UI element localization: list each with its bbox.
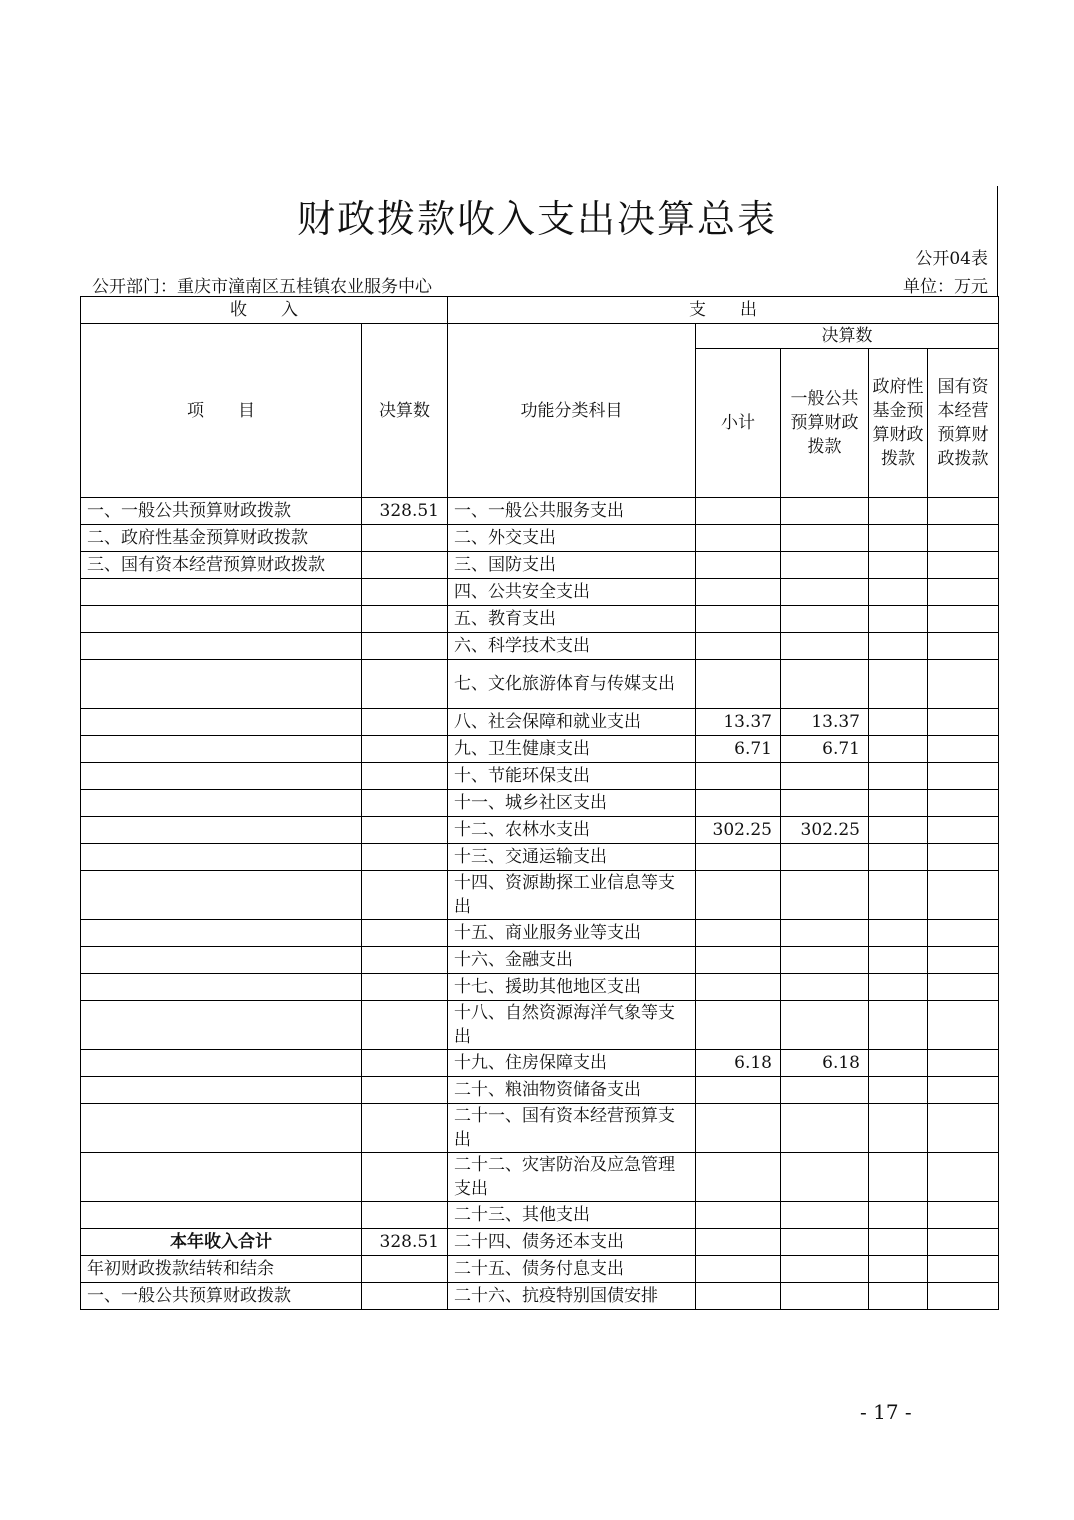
- state-capital-cell: [928, 633, 999, 660]
- state-capital-cell: [928, 1001, 999, 1050]
- income-amount-cell: [362, 525, 448, 552]
- state-capital-cell: [928, 1256, 999, 1283]
- income-amount-cell: [362, 660, 448, 709]
- general-budget-cell: [781, 844, 869, 871]
- general-budget-cell: [781, 763, 869, 790]
- table-row: [81, 1202, 999, 1229]
- table-row: [81, 920, 999, 947]
- general-budget-cell: [781, 1229, 869, 1256]
- expense-cell: 一、一般公共服务支出: [448, 498, 696, 525]
- expense-cell: 十六、金融支出: [448, 947, 696, 974]
- income-amount-cell: [362, 871, 448, 920]
- page-title: 财政拨款收入支出决算总表: [296, 197, 777, 241]
- subtotal-cell: [696, 633, 781, 660]
- fund-budget-cell: [869, 763, 928, 790]
- fund-budget-cell: [869, 633, 928, 660]
- general-budget-cell: [781, 1283, 869, 1310]
- fund-budget-cell: [869, 947, 928, 974]
- table-row: [81, 579, 999, 606]
- fund-budget-cell: [869, 525, 928, 552]
- subtotal-cell: 6.18: [696, 1050, 781, 1077]
- income-amount-cell: [362, 736, 448, 763]
- table-row: [81, 947, 999, 974]
- state-capital-cell: [928, 579, 999, 606]
- state-capital-cell: [928, 974, 999, 1001]
- state-capital-cell: [928, 525, 999, 552]
- subtotal-cell: 6.71: [696, 736, 781, 763]
- function-header: 功能分类科目: [448, 324, 696, 498]
- fund-budget-cell: [869, 1104, 928, 1153]
- table-row: [81, 606, 999, 633]
- expense-cell: 六、科学技术支出: [448, 633, 696, 660]
- table-row: [81, 552, 999, 579]
- state-capital-cell: [928, 844, 999, 871]
- final-amount-header: 决算数: [696, 324, 999, 349]
- fund-budget-cell: [869, 1077, 928, 1104]
- income-cell: 一、一般公共预算财政拨款: [81, 1283, 362, 1310]
- income-amount-cell: [362, 1153, 448, 1202]
- state-capital-cell: [928, 1153, 999, 1202]
- expense-cell: 二、外交支出: [448, 525, 696, 552]
- subtotal-cell: [696, 1153, 781, 1202]
- income-cell: [81, 947, 362, 974]
- fund-budget-cell: [869, 1001, 928, 1050]
- expense-cell: 七、文化旅游体育与传媒支出: [448, 660, 696, 709]
- subtotal-cell: [696, 579, 781, 606]
- fund-budget-header: 政府性基金预算财政拨款: [869, 349, 928, 498]
- state-capital-cell: [928, 817, 999, 844]
- header-row-1: [81, 297, 999, 324]
- general-budget-cell: [781, 1256, 869, 1283]
- table-row: [81, 1001, 999, 1050]
- fund-budget-cell: [869, 817, 928, 844]
- fund-budget-cell: [869, 1153, 928, 1202]
- income-cell: [81, 1077, 362, 1104]
- table-row: [81, 736, 999, 763]
- fund-budget-cell: [869, 498, 928, 525]
- state-capital-cell: [928, 1104, 999, 1153]
- final-accounts-table: [80, 296, 999, 1310]
- table-row: [81, 633, 999, 660]
- income-amount-cell: [362, 709, 448, 736]
- income-cell: [81, 790, 362, 817]
- income-cell: [81, 1001, 362, 1050]
- state-capital-cell: [928, 790, 999, 817]
- income-cell: [81, 606, 362, 633]
- income-cell: [81, 633, 362, 660]
- table-row: [81, 660, 999, 709]
- income-cell: 年初财政拨款结转和结余: [81, 1256, 362, 1283]
- income-amount-cell: [362, 552, 448, 579]
- expense-cell: 九、卫生健康支出: [448, 736, 696, 763]
- fund-budget-cell: [869, 606, 928, 633]
- general-budget-cell: [781, 871, 869, 920]
- table-row: [81, 498, 999, 525]
- expense-cell: 十三、交通运输支出: [448, 844, 696, 871]
- fund-budget-cell: [869, 871, 928, 920]
- general-budget-cell: [781, 974, 869, 1001]
- income-cell: [81, 763, 362, 790]
- expense-cell: 二十一、国有资本经营预算支出: [448, 1104, 696, 1153]
- table-row: [81, 1256, 999, 1283]
- income-amount-cell: [362, 790, 448, 817]
- general-budget-cell: [781, 947, 869, 974]
- fund-budget-cell: [869, 790, 928, 817]
- table-row: [81, 1077, 999, 1104]
- income-amount-cell: [362, 844, 448, 871]
- general-budget-cell: [781, 1001, 869, 1050]
- expense-cell: 十四、资源勘探工业信息等支出: [448, 871, 696, 920]
- income-cell: [81, 1104, 362, 1153]
- income-cell: 本年收入合计: [81, 1229, 362, 1256]
- general-budget-cell: [781, 525, 869, 552]
- income-amount-cell: [362, 974, 448, 1001]
- state-capital-cell: [928, 660, 999, 709]
- income-amount-cell: [362, 817, 448, 844]
- general-budget-cell: [781, 498, 869, 525]
- income-cell: [81, 736, 362, 763]
- subtotal-cell: [696, 606, 781, 633]
- income-amount-cell: 328.51: [362, 1229, 448, 1256]
- subtotal-cell: [696, 1077, 781, 1104]
- expense-cell: 十九、住房保障支出: [448, 1050, 696, 1077]
- general-budget-cell: 13.37: [781, 709, 869, 736]
- state-capital-cell: [928, 1050, 999, 1077]
- subtotal-cell: [696, 871, 781, 920]
- fund-budget-cell: [869, 660, 928, 709]
- expense-cell: 二十三、其他支出: [448, 1202, 696, 1229]
- unit-label: 单位：万元: [903, 277, 988, 297]
- income-amount-cell: [362, 1050, 448, 1077]
- expense-cell: 十、节能环保支出: [448, 763, 696, 790]
- subtotal-cell: [696, 1283, 781, 1310]
- expense-cell: 三、国防支出: [448, 552, 696, 579]
- subtotal-cell: [696, 552, 781, 579]
- table-row: [81, 1050, 999, 1077]
- income-header: 收 入: [81, 297, 448, 324]
- state-capital-cell: [928, 552, 999, 579]
- page-number: - 17 -: [860, 1400, 912, 1424]
- fund-budget-cell: [869, 1202, 928, 1229]
- table-row: [81, 709, 999, 736]
- income-amount-cell: [362, 763, 448, 790]
- general-budget-cell: [781, 579, 869, 606]
- income-amount-cell: [362, 1001, 448, 1050]
- amount-header: 决算数: [362, 324, 448, 498]
- general-budget-cell: [781, 1104, 869, 1153]
- subtotal-cell: [696, 498, 781, 525]
- state-capital-cell: [928, 920, 999, 947]
- fund-budget-cell: [869, 920, 928, 947]
- fund-budget-cell: [869, 1229, 928, 1256]
- fund-budget-cell: [869, 844, 928, 871]
- income-cell: [81, 844, 362, 871]
- income-amount-cell: [362, 947, 448, 974]
- general-budget-cell: [781, 552, 869, 579]
- fund-budget-cell: [869, 579, 928, 606]
- subtotal-cell: 13.37: [696, 709, 781, 736]
- state-capital-cell: [928, 871, 999, 920]
- general-budget-cell: [781, 1153, 869, 1202]
- subtotal-cell: [696, 1104, 781, 1153]
- subtotal-cell: [696, 974, 781, 1001]
- income-amount-cell: [362, 1202, 448, 1229]
- expense-cell: 二十、粮油物资储备支出: [448, 1077, 696, 1104]
- general-budget-cell: [781, 1077, 869, 1104]
- income-cell: [81, 709, 362, 736]
- state-capital-cell: [928, 947, 999, 974]
- fund-budget-cell: [869, 1283, 928, 1310]
- subtotal-cell: [696, 1256, 781, 1283]
- income-cell: 二、政府性基金预算财政拨款: [81, 525, 362, 552]
- table-row: [81, 871, 999, 920]
- general-budget-cell: [781, 790, 869, 817]
- general-budget-header: 一般公共预算财政拨款: [781, 349, 869, 498]
- expense-cell: 二十五、债务付息支出: [448, 1256, 696, 1283]
- income-cell: [81, 660, 362, 709]
- general-budget-cell: [781, 660, 869, 709]
- income-cell: [81, 1153, 362, 1202]
- subtotal-header: 小计: [696, 349, 781, 498]
- subtotal-cell: [696, 844, 781, 871]
- income-amount-cell: 328.51: [362, 498, 448, 525]
- state-capital-cell: [928, 1283, 999, 1310]
- income-cell: [81, 1050, 362, 1077]
- general-budget-cell: [781, 1202, 869, 1229]
- subtotal-cell: [696, 525, 781, 552]
- item-header: 项 目: [81, 324, 362, 498]
- income-amount-cell: [362, 920, 448, 947]
- state-capital-cell: [928, 763, 999, 790]
- state-capital-cell: [928, 606, 999, 633]
- income-cell: [81, 817, 362, 844]
- form-number: 公开04表: [915, 249, 988, 269]
- expense-cell: 十七、援助其他地区支出: [448, 974, 696, 1001]
- state-capital-cell: [928, 1077, 999, 1104]
- state-capital-cell: [928, 1229, 999, 1256]
- income-cell: [81, 579, 362, 606]
- expense-cell: 五、教育支出: [448, 606, 696, 633]
- income-amount-cell: [362, 1283, 448, 1310]
- income-cell: [81, 871, 362, 920]
- expense-header: 支 出: [448, 297, 999, 324]
- table-row: [81, 525, 999, 552]
- general-budget-cell: 6.71: [781, 736, 869, 763]
- general-budget-cell: [781, 633, 869, 660]
- subtotal-cell: [696, 763, 781, 790]
- header-row-2: [81, 324, 999, 349]
- fund-budget-cell: [869, 709, 928, 736]
- subtotal-cell: [696, 1229, 781, 1256]
- table-row: [81, 1153, 999, 1202]
- expense-cell: 四、公共安全支出: [448, 579, 696, 606]
- state-capital-header: 国有资本经营预算财政拨款: [928, 349, 999, 498]
- fund-budget-cell: [869, 552, 928, 579]
- income-amount-cell: [362, 1256, 448, 1283]
- income-amount-cell: [362, 1104, 448, 1153]
- state-capital-cell: [928, 709, 999, 736]
- general-budget-cell: 6.18: [781, 1050, 869, 1077]
- table-row: [81, 974, 999, 1001]
- subtotal-cell: [696, 1001, 781, 1050]
- state-capital-cell: [928, 498, 999, 525]
- general-budget-cell: [781, 920, 869, 947]
- income-amount-cell: [362, 579, 448, 606]
- table-row: [81, 1104, 999, 1153]
- fund-budget-cell: [869, 1050, 928, 1077]
- general-budget-cell: 302.25: [781, 817, 869, 844]
- income-amount-cell: [362, 606, 448, 633]
- subtotal-cell: [696, 790, 781, 817]
- department-label: 公开部门：重庆市潼南区五桂镇农业服务中心: [92, 277, 432, 297]
- income-cell: [81, 974, 362, 1001]
- subtotal-cell: [696, 660, 781, 709]
- subtotal-cell: [696, 947, 781, 974]
- state-capital-cell: [928, 736, 999, 763]
- income-cell: [81, 920, 362, 947]
- expense-cell: 十八、自然资源海洋气象等支出: [448, 1001, 696, 1050]
- income-amount-cell: [362, 633, 448, 660]
- table-row: [81, 1283, 999, 1310]
- income-cell: 三、国有资本经营预算财政拨款: [81, 552, 362, 579]
- expense-cell: 十五、商业服务业等支出: [448, 920, 696, 947]
- table-row: [81, 763, 999, 790]
- income-amount-cell: [362, 1077, 448, 1104]
- subtotal-cell: [696, 920, 781, 947]
- state-capital-cell: [928, 1202, 999, 1229]
- expense-cell: 十二、农林水支出: [448, 817, 696, 844]
- table-row: [81, 817, 999, 844]
- expense-cell: 二十六、抗疫特别国债安排: [448, 1283, 696, 1310]
- fund-budget-cell: [869, 736, 928, 763]
- income-cell: 一、一般公共预算财政拨款: [81, 498, 362, 525]
- table-row: [81, 1229, 999, 1256]
- expense-cell: 八、社会保障和就业支出: [448, 709, 696, 736]
- fund-budget-cell: [869, 974, 928, 1001]
- expense-cell: 十一、城乡社区支出: [448, 790, 696, 817]
- table-row: [81, 790, 999, 817]
- income-cell: [81, 1202, 362, 1229]
- expense-cell: 二十四、债务还本支出: [448, 1229, 696, 1256]
- table-row: [81, 844, 999, 871]
- general-budget-cell: [781, 606, 869, 633]
- subtotal-cell: [696, 1202, 781, 1229]
- expense-cell: 二十二、灾害防治及应急管理支出: [448, 1153, 696, 1202]
- fund-budget-cell: [869, 1256, 928, 1283]
- subtotal-cell: 302.25: [696, 817, 781, 844]
